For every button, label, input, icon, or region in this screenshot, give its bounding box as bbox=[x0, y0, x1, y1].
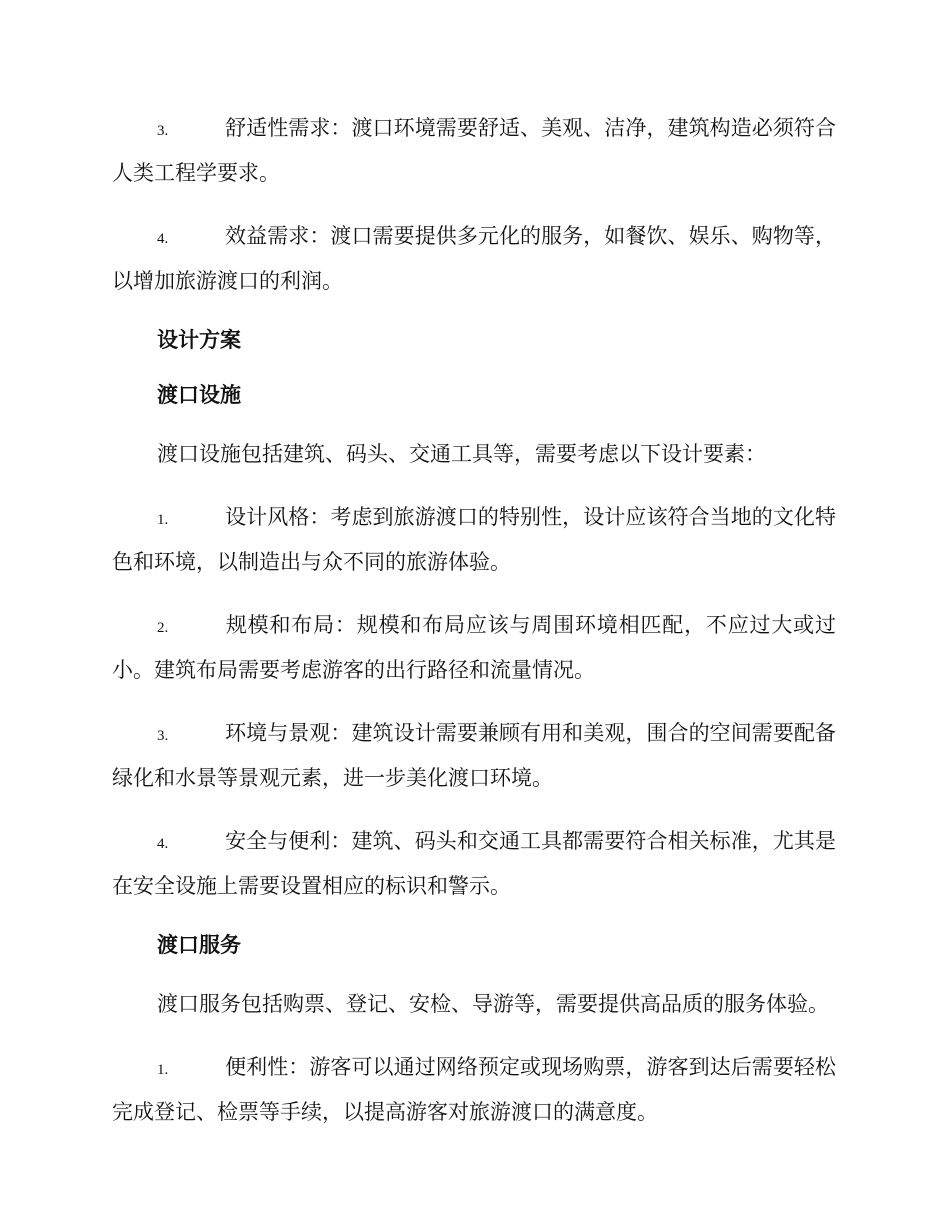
list-text: 安全与便利：建筑、码头和交通工具都需要符合相关标准，尤其是在安全设施上需要设置相应的标识和警示。 bbox=[112, 829, 836, 898]
list-text: 便利性：游客可以通过网络预定或现场购票，游客到达后需要轻松完成登记、检票等手续，以提高游客对旅游渡口的满意度。 bbox=[112, 1055, 836, 1124]
list-text: 设计风格：考虑到旅游渡口的特别性，设计应该符合当地的文化特色和环境，以制造出与众不同的旅游体验。 bbox=[112, 505, 836, 574]
list-item-environment-landscape bbox=[112, 712, 836, 799]
list-number: 3. bbox=[157, 728, 169, 744]
list-item-scale-layout bbox=[112, 604, 836, 691]
paragraph-facilities-intro: 渡口设施包括建筑、码头、交通工具等，需要考虑以下设计要素： bbox=[157, 442, 766, 466]
list-text: 规模和布局：规模和布局应该与周围环境相匹配，不应过大或过小。建筑布局需要考虑游客的出行路径和流量情况。 bbox=[112, 613, 836, 682]
list-number: 1. bbox=[157, 1062, 169, 1078]
list-item-design-style bbox=[112, 496, 836, 583]
list-item-comfort bbox=[112, 107, 836, 194]
list-text: 环境与景观：建筑设计需要兼顾有用和美观，围合的空间需要配备绿化和水景等景观元素，进一步美化渡口环境。 bbox=[112, 721, 836, 790]
list-number: 4. bbox=[157, 231, 169, 247]
list-number: 1. bbox=[157, 512, 169, 528]
list-number: 2. bbox=[157, 620, 169, 636]
list-item-convenience bbox=[112, 1046, 836, 1133]
heading-ferry-facilities: 渡口设施 bbox=[157, 382, 241, 407]
list-text: 舒适性需求：渡口环境需要舒适、美观、洁净，建筑构造必须符合人类工程学要求。 bbox=[112, 116, 836, 185]
list-item-safety-convenience bbox=[112, 820, 836, 907]
list-number: 3. bbox=[157, 123, 169, 139]
list-item-benefit bbox=[112, 215, 836, 302]
document-body bbox=[112, 107, 836, 1154]
list-text: 效益需求：渡口需要提供多元化的服务，如餐饮、娱乐、购物等，以增加旅游渡口的利润。 bbox=[112, 224, 836, 293]
paragraph-services-intro: 渡口服务包括购票、登记、安检、导游等，需要提供高品质的服务体验。 bbox=[157, 992, 829, 1016]
list-number: 4. bbox=[157, 836, 169, 852]
heading-design-plan: 设计方案 bbox=[157, 327, 241, 352]
heading-ferry-services: 渡口服务 bbox=[157, 932, 241, 957]
